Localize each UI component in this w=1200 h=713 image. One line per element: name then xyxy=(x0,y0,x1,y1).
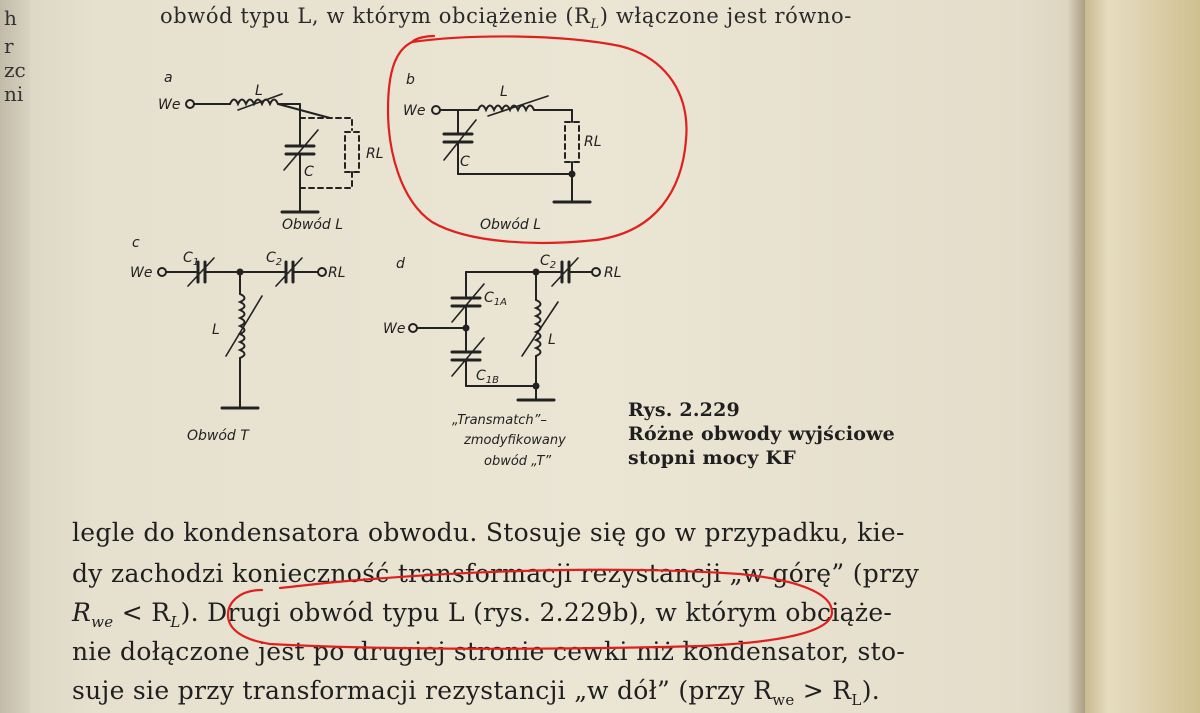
body-line-1: legle do kondensatora obwodu. Stosuje się go w przypadku, kie- xyxy=(72,518,905,547)
label-c1: $C_1$ xyxy=(183,250,200,268)
label-l-d: L xyxy=(548,332,556,348)
label-b: b xyxy=(406,72,415,88)
caption-line-1: Różne obwody wyjściowe xyxy=(628,423,895,445)
label-c-b: C xyxy=(460,154,470,170)
edge-fragment: zc xyxy=(4,58,26,82)
label-a: a xyxy=(164,70,173,86)
annotation-circle-text xyxy=(228,570,832,649)
title-d-3: obwód „T” xyxy=(484,454,552,469)
label-we-d: We xyxy=(383,321,406,337)
label-l-c: L xyxy=(212,322,220,338)
label-we-c: We xyxy=(130,265,153,281)
label-c1a: $C_{1A}$ xyxy=(484,290,507,308)
body-line-2: dy zachodzi konieczność transformacji rezystancji „w górę” (przy xyxy=(72,559,920,588)
red-annotations xyxy=(228,36,832,649)
annotation-circle-b xyxy=(388,36,686,243)
label-c: c xyxy=(132,235,140,251)
edge-fragment: r xyxy=(4,34,14,58)
circuit-a xyxy=(186,94,359,212)
label-c2-d: $C_2$ xyxy=(540,253,557,271)
label-c-a: C xyxy=(304,164,314,180)
label-c2: $C_2$ xyxy=(266,250,283,268)
edge-fragment: h xyxy=(4,6,17,30)
terminal-we-a xyxy=(186,100,194,108)
terminal-rl-d xyxy=(592,268,600,276)
load-resistor-a xyxy=(345,132,359,172)
label-l-b: L xyxy=(500,84,508,100)
caption-line-2: stopni mocy KF xyxy=(628,447,796,469)
circuit-d xyxy=(409,258,600,400)
label-rl-d: RL xyxy=(604,265,622,281)
title-d-2: zmodyfikowany xyxy=(464,433,566,448)
caption-number: Rys. 2.229 xyxy=(628,399,740,421)
body-line-3: $R_{we} < R_L$). Drugi obwód typu L (rys. 2.229b), w którym obciąże- xyxy=(72,598,893,631)
top-text-line: obwód typu L, w którym obciążenie $(R_L)$ włączone jest równo- xyxy=(160,4,852,33)
title-c: Obwód T xyxy=(187,428,249,444)
label-we-b: We xyxy=(403,103,426,119)
circuit-b xyxy=(432,96,590,202)
circuit-c xyxy=(158,258,326,408)
body-line-5: suje sie przy transformacji rezystancji „w dół” (przy $R_{we} > R_L$). xyxy=(72,676,880,709)
title-b: Obwód L xyxy=(480,217,542,233)
terminal-rl-c xyxy=(318,268,326,276)
load-resistor-b xyxy=(565,122,579,162)
terminal-we-c xyxy=(158,268,166,276)
label-l-a: L xyxy=(255,83,263,99)
edge-fragment: ni xyxy=(4,82,24,106)
label-d: d xyxy=(396,256,405,272)
inductor-a xyxy=(230,100,278,105)
title-a: Obwód L xyxy=(282,217,344,233)
label-c1b: $C_{1B}$ xyxy=(476,368,500,386)
label-we-a: We xyxy=(158,97,181,113)
label-rl-b: RL xyxy=(584,134,602,150)
label-rl-c: RL xyxy=(328,265,346,281)
label-rl-a: RL xyxy=(366,146,384,162)
terminal-we-b xyxy=(432,106,440,114)
title-d-1: „Transmatch”– xyxy=(452,413,547,428)
body-line-4: nie dołączone jest po drugiej stronie cewki niż kondensator, sto- xyxy=(72,637,906,666)
terminal-we-d xyxy=(409,324,417,332)
